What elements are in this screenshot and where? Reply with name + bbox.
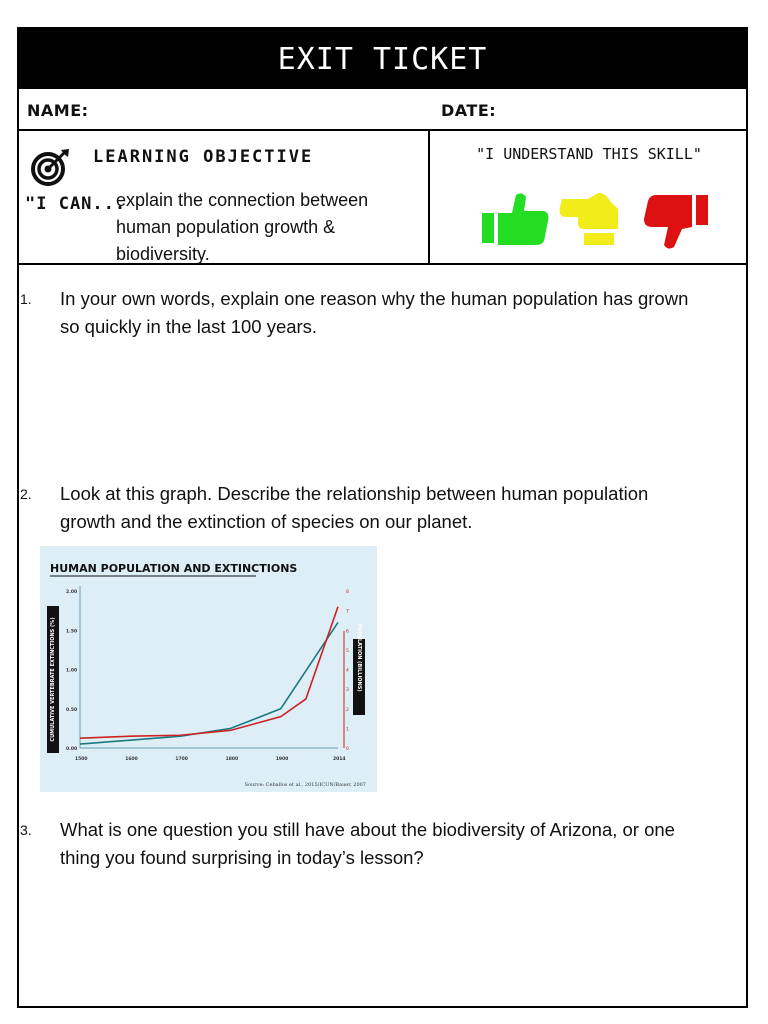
skill-rating-cell	[430, 131, 748, 263]
y-right-tick-4: 4	[346, 668, 349, 674]
date-label: DATE:	[441, 101, 497, 120]
name-label: NAME:	[27, 101, 89, 120]
i-can-prefix: "I CAN...	[25, 194, 127, 214]
name-date-row	[19, 89, 746, 131]
ticket-title: EXIT TICKET	[277, 41, 488, 77]
population-extinction-chart	[40, 546, 377, 792]
question-3-number: 3.	[20, 822, 32, 838]
chart-title: HUMAN POPULATION AND EXTINCTIONS	[50, 562, 298, 575]
x-tick-3: 1800	[225, 757, 239, 762]
thumbs-sideways-icon[interactable]	[560, 193, 619, 245]
y-left-tick-3: 1.50	[66, 629, 78, 635]
series-line-0	[80, 622, 338, 744]
question-3-text: What is one question you still have about the biodiversity of Arizona, or one thing you found surprising in today’s lesson?	[60, 819, 675, 868]
thumbs-down-icon[interactable]	[644, 195, 708, 249]
y-left-tick-1: 0.50	[66, 707, 78, 713]
y-right-tick-2: 2	[346, 707, 349, 713]
x-tick-5: 2014	[333, 757, 346, 762]
title-bar	[19, 29, 746, 89]
y-right-tick-6: 6	[346, 629, 349, 635]
y-right-tick-5: 5	[346, 648, 349, 654]
y-left-tick-0: 0.00	[66, 747, 78, 752]
x-tick-4: 1900	[275, 757, 289, 762]
x-tick-0: 1500	[75, 757, 88, 762]
y-left-tick-2: 1.00	[66, 668, 78, 674]
target-icon	[31, 147, 71, 187]
thumbs-rating	[482, 189, 722, 253]
y-left-label: CUMULATIVE VERTEBRATE EXTINCTIONS (%)	[50, 617, 56, 742]
learning-objective-cell	[19, 131, 430, 263]
skill-heading: "I UNDERSTAND THIS SKILL"	[476, 145, 702, 163]
objective-heading: LEARNING OBJECTIVE	[93, 147, 314, 167]
objective-text: explain the connection between human population growth & biodiversity.	[116, 190, 369, 264]
y-right-tick-7: 7	[346, 609, 349, 615]
x-tick-2: 1700	[175, 757, 188, 762]
y-right-tick-8: 8	[346, 590, 349, 595]
y-right-label: POPULATION (BILLIONS)	[356, 623, 362, 692]
question-2-text: Look at this graph. Describe the relationship between human population growth and the extinction of species on our planet.	[60, 483, 649, 532]
question-2-number: 2.	[20, 486, 32, 502]
y-right-tick-3: 3	[346, 688, 349, 694]
chart-svg	[40, 546, 377, 792]
thumbs-up-icon[interactable]	[482, 193, 549, 245]
x-tick-1: 1600	[125, 757, 138, 762]
y-right-tick-1: 1	[346, 727, 349, 733]
series-line-1	[80, 607, 338, 738]
chart-source: Source: Ceballos et al., 2015/ICUN/Bauer, 2007	[244, 782, 366, 788]
objective-row	[19, 131, 746, 265]
question-1-number: 1.	[20, 291, 32, 307]
chart-marks	[47, 586, 365, 762]
y-left-tick-4: 2.00	[66, 590, 78, 595]
y-right-tick-0: 0	[346, 747, 349, 752]
question-1-text: In your own words, explain one reason why the human population has grown so quickly in the last 100 years.	[60, 288, 689, 337]
